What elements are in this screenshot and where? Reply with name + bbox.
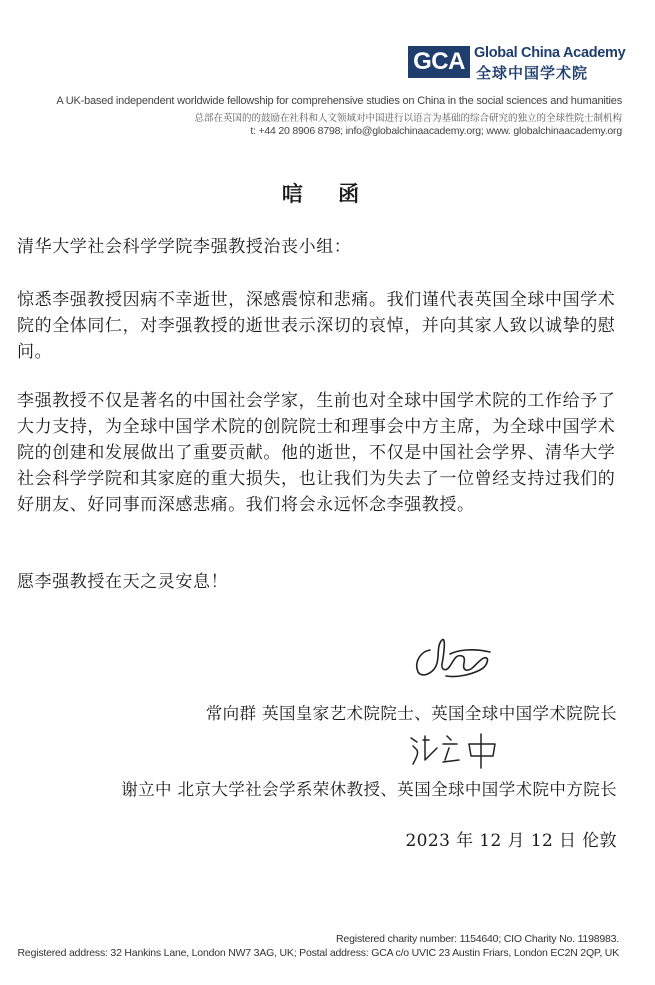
paragraph-tribute: 李强教授不仅是著名的中国社会学家，生前也对全球中国学术院的工作给予了大力支持，为全球中国学术院的创院院士和理事会中方主席，为全球中国学术院的创建和发展做出了重要贡献。他的逝世，不仅是中国社会学界、清华大学社会科学学院和其家庭的重大损失，也让我们为失去了一位曾经支持过我们的好朋友、好同事而深感悲痛。我们将会永远怀念李强教授。 — [17, 391, 616, 515]
logo-abbr: GCA — [408, 46, 470, 78]
footer-charity: Registered charity number: 1154640; CIO Charity No. 1198983. — [336, 933, 619, 945]
footer-address: Registered address: 32 Hankins Lane, London NW7 3AG, UK; Postal address: GCA c/o UVIC 23 Austin Friars, London EC2N 2QP, UK — [17, 947, 619, 959]
header-contact: t: +44 20 8906 8798; info@globalchinaacademy.org; www. globalchinaacademy.org — [250, 125, 622, 137]
signer-2: 谢立中 北京大学社会学系荣休教授、英国全球中国学术院中方院长 — [121, 780, 617, 799]
letter-date: 2023 年 12 月 12 日 伦敦 — [405, 831, 617, 851]
logo-name-zh: 全球中国学术院 — [476, 64, 589, 82]
signature-1-handwriting — [406, 628, 502, 684]
salutation: 清华大学社会科学学院李强教授治丧小组： — [17, 237, 352, 257]
header-tagline-zh: 总部在英国的的鼓励在社科和人文领域对中国进行以语言为基础的综合研究的独立的全球性院士制机构 — [194, 113, 622, 124]
letter-title: 唁 函 — [281, 181, 374, 206]
logo-name-en: Global China Academy — [474, 45, 626, 61]
signature-2-handwriting — [407, 730, 507, 770]
header-tagline-en: A UK-based independent worldwide fellowship for comprehensive studies on China in the social sciences and humanities — [56, 95, 622, 107]
paragraph-condolence: 惊悉李强教授因病不幸逝世，深感震惊和悲痛。我们谨代表英国全球中国学术院的全体同仁，对李强教授的逝世表示深切的哀悼，并向其家人致以诚挚的慰问。 — [17, 290, 616, 362]
paragraph-farewell: 愿李强教授在天之灵安息！ — [17, 572, 229, 592]
gca-logo — [408, 44, 626, 84]
signer-1: 常向群 英国皇家艺术院院士、英国全球中国学术院院长 — [205, 704, 617, 723]
